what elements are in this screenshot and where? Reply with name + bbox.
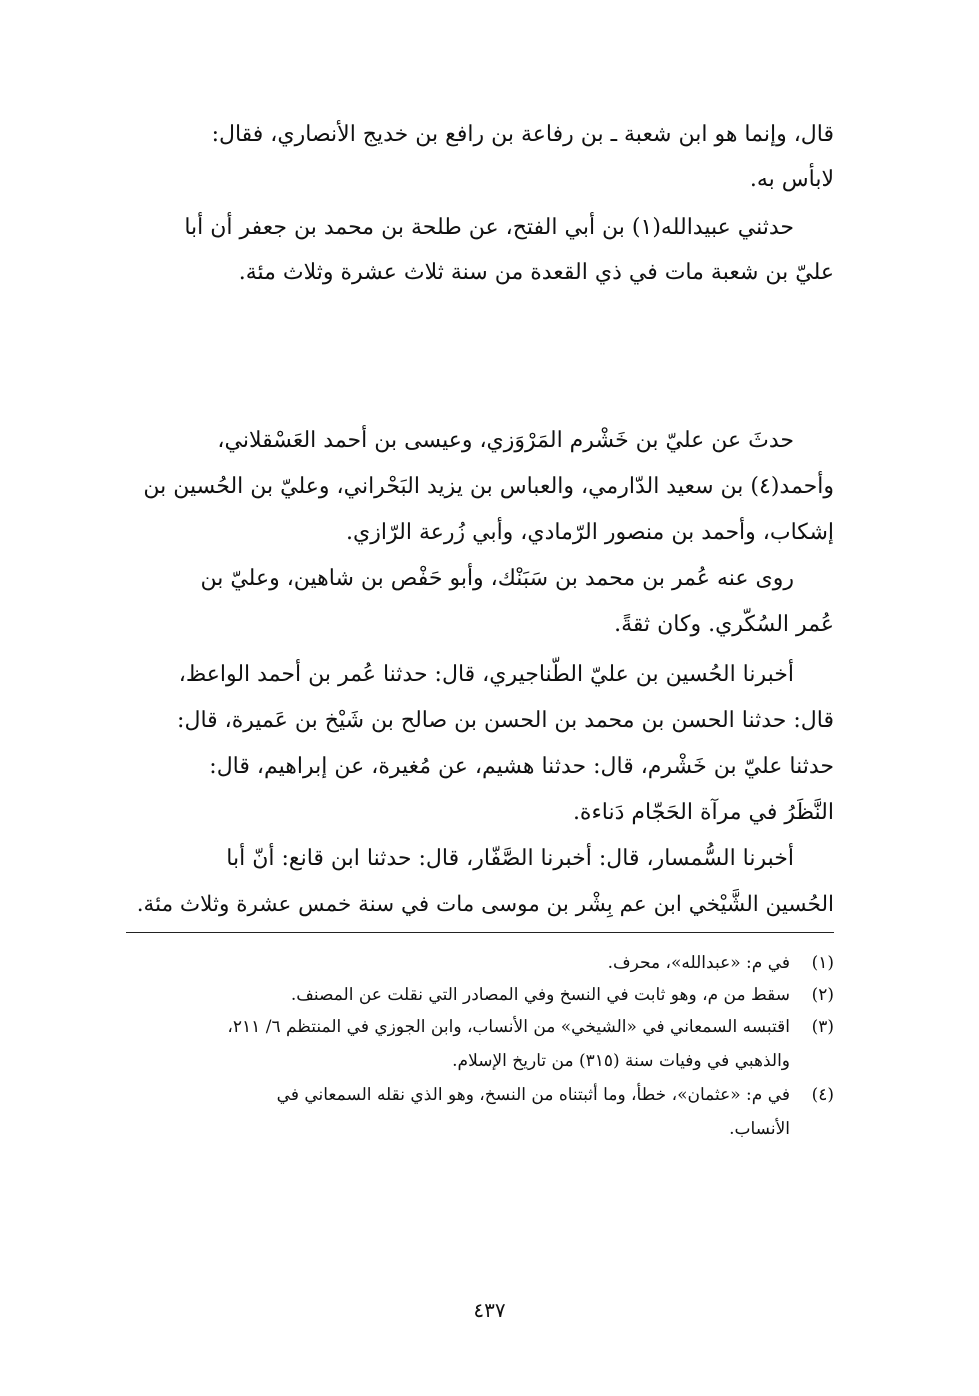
footnote-2-text xyxy=(126,982,790,1008)
footnote-3-line-2: والذهبي في وفيات سنة (٣١٥) من تاريخ الإسلام. xyxy=(452,1051,790,1071)
paragraph-3 xyxy=(126,418,834,556)
paragraph-5-line-2: قال: حدثنا الحسن بن محمد بن الحسن بن صالح بن شَيْخ بن عَميرة، قال: xyxy=(177,708,834,733)
paragraph-5-line-4: النَّظَرُ في مرآة الحَجّام دَناءة. xyxy=(572,800,834,825)
footnote-separator xyxy=(126,932,834,933)
footnote-3-text xyxy=(126,1014,790,1074)
footnote-2-number: (٢) xyxy=(811,985,834,1005)
footnote-4-line-2: الأنساب. xyxy=(729,1119,790,1139)
paragraph-4-line-1: روى عنه عُمر بن محمد بن سَبَنْك، وأبو حَفْص بن شاهين، وعليّ بن xyxy=(200,566,794,591)
paragraph-3-line-1: حدثَ عن عليّ بن خَشْرم المَرْوَزي، وعيسى بن أحمد العَسْقلاني، xyxy=(217,428,794,453)
paragraph-5-line-3: حدثنا عليّ بن خَشْرم، قال: حدثنا هشيم، عن مُغيرة، عن إبراهيم، قال: xyxy=(209,754,834,779)
paragraph-6-line-2: الحُسين الشَّيْخي ابن عم بِشْر بن موسى مات في سنة خمس عشرة وثلاث مئة. xyxy=(136,892,834,917)
footnote-3-line-1: اقتبسه السمعاني في «الشيخي» من الأنساب، وابن الجوزي في المنتظم ٦/ ٢١١، xyxy=(227,1017,790,1037)
page-number: ٤٣٧ xyxy=(473,1298,506,1322)
footnote-4-text xyxy=(126,1082,790,1142)
paragraph-5-line-1: أخبرنا الحُسين بن عليّ الطّناجيري، قال: حدثنا عُمر بن أحمد الواعظ، xyxy=(178,662,794,687)
paragraph-1-line-1: قال، وإنما هو ابن شعبة ـ بن رفاعة بن رافع بن خديج الأنصاري، فقال: xyxy=(211,122,834,147)
paragraph-4 xyxy=(126,556,834,648)
paragraph-6-line-1: أخبرنا السُّمسار، قال: أخبرنا الصَّفّار، قال: حدثنا ابن قانع: أنّ أبا xyxy=(226,846,794,871)
footnote-1-number: (١) xyxy=(811,953,834,973)
footnote-2-line-1: سقط من م، وهو ثابت في النسخ وفي المصادر التي نقلت عن المصنف. xyxy=(290,985,790,1005)
paragraph-6 xyxy=(126,836,834,928)
footnote-1-text xyxy=(126,950,790,976)
entry-heading-data xyxy=(126,298,834,350)
footnote-1-line-1: في م: «عبدالله»، محرف. xyxy=(607,953,790,973)
paragraph-2 xyxy=(126,205,834,295)
paragraph-3-line-2: وأحمد(٤) بن سعيد الدّارمي، والعباس بن يزيد البَحْراني، وعليّ بن الحُسين بن xyxy=(143,474,834,499)
footnote-1 xyxy=(126,950,834,976)
footnote-4 xyxy=(126,1082,834,1142)
footnote-3-number: (٣) xyxy=(811,1017,834,1037)
paragraph-3-line-3: إشكاب، وأحمد بن منصور الرّمادي، وأبي زُرعة الرّازي. xyxy=(346,520,834,545)
footnote-4-line-1: في م: «عثمان»، خطأ، وما أثبتناه من النسخ، وهو الذي نقله السمعاني في xyxy=(276,1085,790,1105)
paragraph-1 xyxy=(126,112,834,202)
footnote-4-number: (٤) xyxy=(811,1085,834,1105)
paragraph-5 xyxy=(126,652,834,836)
paragraph-2-line-1: حدثني عبيدالله(١) بن أبي الفتح، عن طلحة بن محمد بن جعفر أن أبا xyxy=(184,215,794,240)
entry-heading-line-2 xyxy=(126,350,834,402)
footnotes xyxy=(126,950,834,1142)
footnote-2 xyxy=(126,982,834,1008)
footnote-3 xyxy=(126,1014,834,1074)
paragraph-4-line-2: عُمر السُكّري. وكان ثقةً. xyxy=(614,612,834,637)
paragraph-2-line-2: عليّ بن شعبة مات في ذي القعدة من سنة ثلاث عشرة وثلاث مئة. xyxy=(238,260,834,285)
paragraph-1-line-2: لابأس به. xyxy=(749,167,834,192)
